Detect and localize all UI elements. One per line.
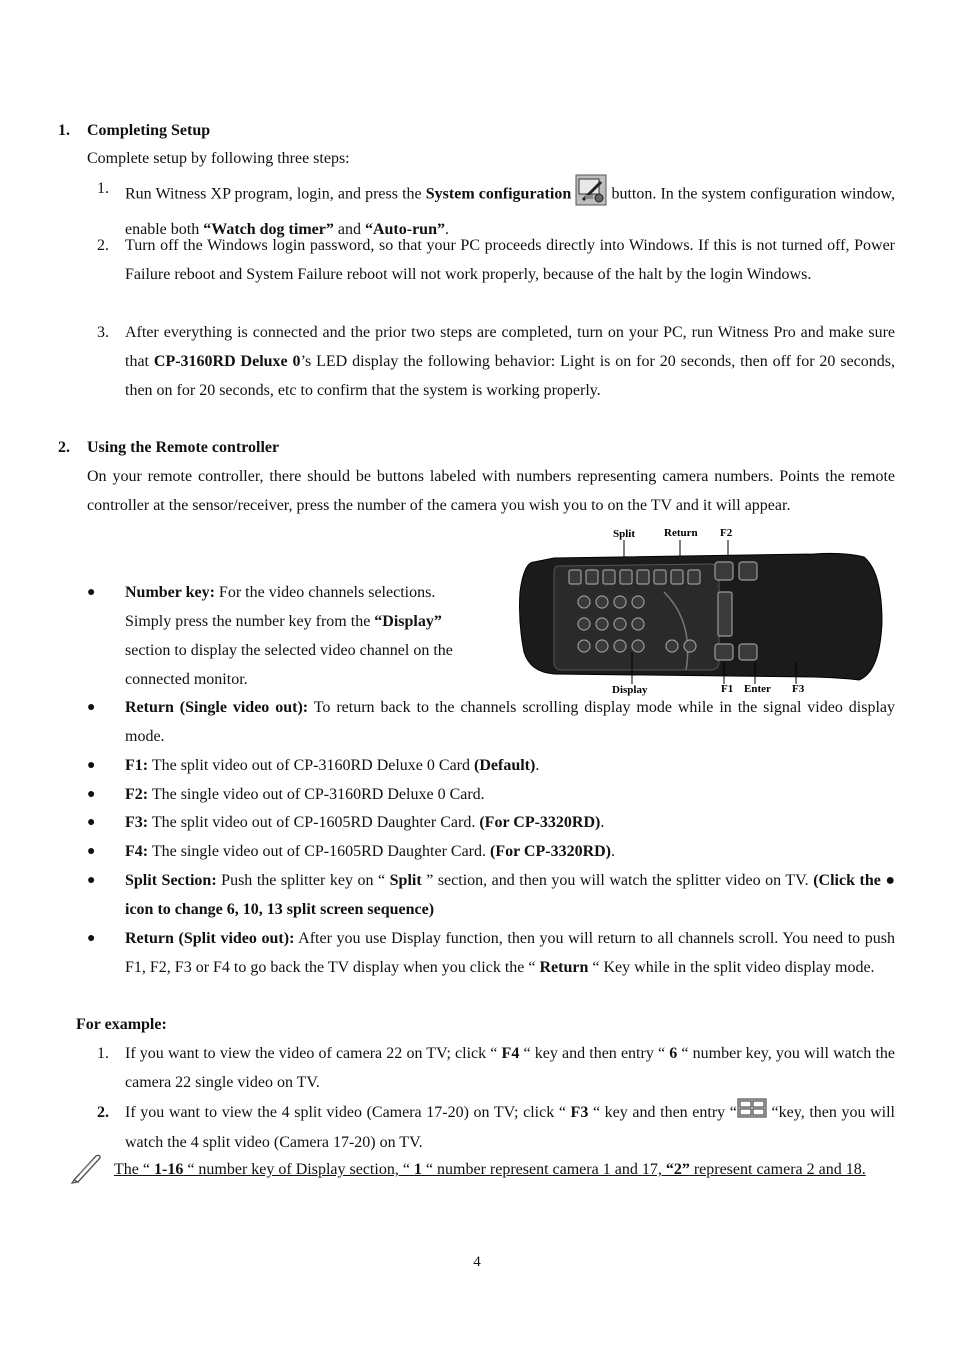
example-heading: For example: [76, 1016, 167, 1033]
section-2-number: 2. [58, 439, 70, 456]
section-1-heading [58, 116, 210, 145]
note-pencil-icon [70, 1152, 102, 1194]
bullet-f2: ● F2: The single video out of CP-3160RD Deluxe 0 Card. [87, 786, 485, 803]
remote-label-split: Split [613, 528, 636, 540]
remote-label-return: Return [664, 527, 698, 539]
note-text: The “ 1-16 “ number key of Display section, “ 1 “ number represent camera 1 and 17, “2” represent camera 2 and 18. [114, 1161, 866, 1178]
setup-step-3: 3. After everything is connected and the prior two steps are completed, turn on your PC, run Witness Pro and make sure that CP-3160RD Deluxe 0’s LED display the following behavior: Light is on for 20 seconds, then off for 20 seconds, then on for 20 seconds, etc to confirm that the system is working properly. [97, 318, 895, 405]
bullet-f1: ● F1: The split video out of CP-3160RD Deluxe 0 Card (Default). [87, 757, 540, 774]
section-1-number: 1. [58, 122, 70, 139]
remote-label-display: Display [612, 684, 648, 696]
bullet-f3: ● F3: The split video out of CP-1605RD Daughter Card. (For CP-3320RD). [87, 814, 605, 831]
remote-label-f3: F3 [792, 683, 805, 695]
section-2-intro: On your remote controller, there should be buttons labeled with numbers representing camera numbers. Points the remote controller at the sensor/receiver, press the number of the camera you wish you to on the TV and it will appear. [87, 468, 895, 514]
remote-label-f1: F1 [721, 683, 734, 695]
section-1-title: Completing Setup [87, 122, 211, 139]
bullet-return-single: ● Return (Single video out): To return back to the channels scrolling display mode while in the signal video display mode. [87, 699, 895, 745]
remote-label-f2: F2 [720, 527, 733, 539]
bullet-number-key: ● Number key: For the video channels selections. Simply press the number key from the “Display” section to display the selected video channel on the connected monitor. [87, 584, 453, 688]
page-number: 4 [473, 1254, 481, 1270]
step-number: 3. [97, 324, 109, 341]
remote-label-enter: Enter [744, 683, 771, 695]
section-2-heading [58, 433, 279, 462]
four-split-icon [737, 1098, 767, 1128]
remote-controller-illustration [514, 522, 886, 698]
section-2-title: Using the Remote controller [87, 439, 280, 456]
system-configuration-icon [575, 174, 607, 216]
section-1-intro: Complete setup by following three steps: [87, 150, 350, 167]
setup-step-1: 1. Run Witness XP program, login, and press the System configuration button. In the system configuration window, enable both “Watch dog timer” and “Auto-run”. [97, 174, 895, 244]
example-1: 1. If you want to view the video of camera 22 on TV; click “ F4 “ key and then entry “ 6 “ number key, you will watch the camera 22 single video on TV. [97, 1045, 895, 1091]
bullet-return-split: ● Return (Split video out): After you use Display function, then you will return to all channels scroll. You need to push F1, F2, F3 or F4 to go back the TV display when you click the “ Return “ Key while in the split video display mode. [87, 930, 895, 976]
setup-step-2: 2. Turn off the Windows login password, so that your PC proceeds directly into Windows. If this is not turned off, Power Failure reboot and System Failure reboot will not work properly, because of the halt by the login Windows. [97, 231, 895, 289]
step-number: 2. [97, 237, 109, 254]
bullet-split-section: ● Split Section: Push the splitter key on “ Split ” section, and then you will watch the splitter video on TV. (Click the ● icon to change 6, 10, 13 split screen sequence) [87, 872, 896, 918]
example-2: 2. If you want to view the 4 split video (Camera 17-20) on TV; click “ F3 “ key and then entry “ “key, then you will watch the 4 split video (Camera 17-20) on TV. [97, 1098, 895, 1157]
step-number: 1. [97, 180, 109, 197]
bullet-f4: ● F4: The single video out of CP-1605RD Daughter Card. (For CP-3320RD). [87, 843, 616, 860]
